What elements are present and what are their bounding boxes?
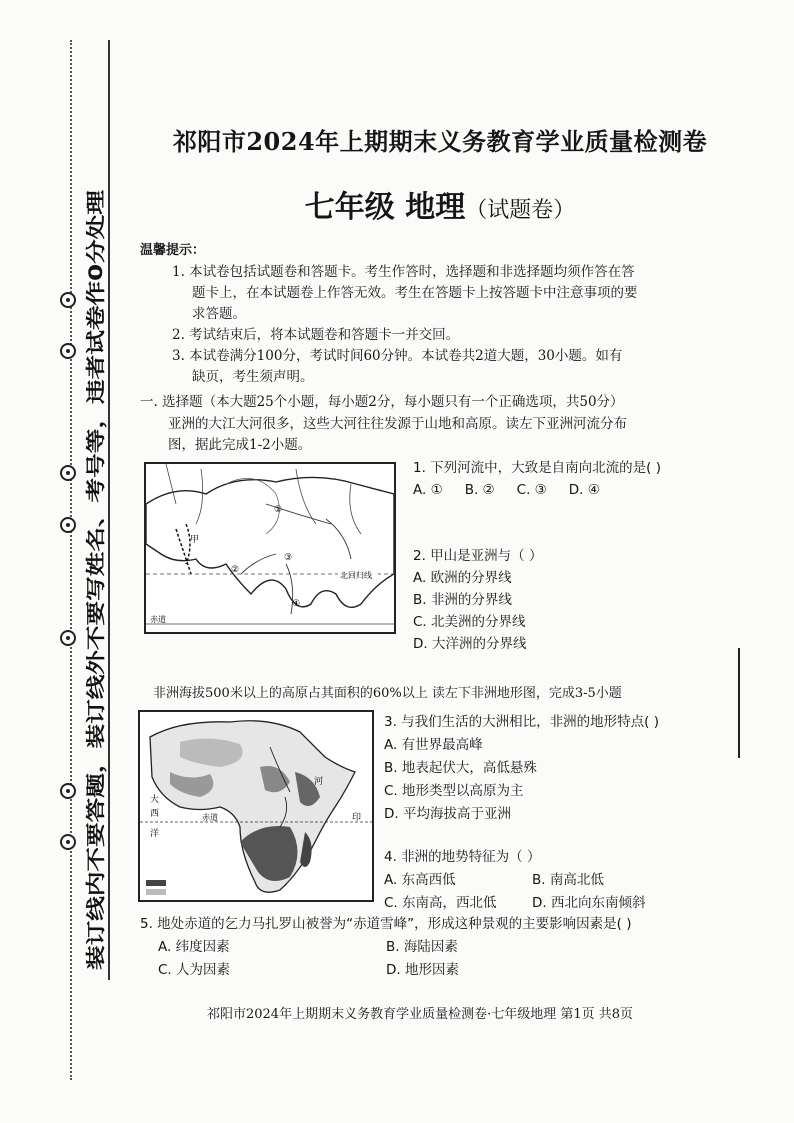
africa-terrain-map [138, 710, 374, 902]
subtitle-paren: （试题卷） [465, 198, 576, 223]
subtitle-main: 七年级 地理 [304, 190, 466, 225]
exam-title: 祁阳市2024年上期期末义务教育学业质量检测卷 [172, 127, 708, 156]
intro-line: 图，据此完成1-2小题。 [168, 437, 312, 453]
option-c[interactable]: C. 地形类型以高原为主 [384, 783, 524, 799]
africa-intro: 非洲海拔500米以上的高原占其面积的60%以上 读左下非洲地形图，完成3-5小题 [153, 686, 622, 701]
section-heading: 一. 选择题（本大题25个小题，每小题2分，每小题只有一个正确选项，共50分） [140, 394, 624, 410]
scan-edge-mark [738, 648, 740, 758]
question-stem: 3. 与我们生活的大洲相比，非洲的地形特点( ) [384, 714, 659, 730]
option-a[interactable]: A. ① [413, 482, 443, 498]
tip-line: 求答题。 [192, 306, 246, 322]
africa-map-drawing [140, 712, 372, 900]
options-row [384, 892, 704, 915]
section-intro [168, 414, 698, 456]
option-d[interactable]: D. 平均海拔高于亚洲 [384, 806, 511, 822]
option-a[interactable]: A. 东高西低 [384, 872, 456, 888]
option-c[interactable]: C. 北美洲的分界线 [413, 614, 526, 630]
exam-subtitle [140, 182, 740, 226]
option-b[interactable]: B. 海陆因素 [386, 939, 458, 955]
asia-map-drawing [146, 464, 394, 632]
page-footer: 祁阳市2024年上期期末义务教育学业质量检测卷·七年级地理 第1页 共8页 [206, 1007, 634, 1022]
map-label-equator: 赤道 [150, 615, 166, 624]
binding-warning-text: 装订线内不要答题，装订线外不要写姓名、考号等，违者试卷作0分处理 [85, 367, 107, 970]
options-row [140, 936, 710, 959]
question-5 [140, 913, 710, 982]
map-label-yin: 印 [352, 813, 362, 823]
tips-heading: 温馨提示： [140, 243, 206, 258]
map-label-river-2: ② [231, 565, 240, 575]
asia-river-map [144, 462, 396, 634]
question-1 [413, 456, 713, 498]
map-label-he: 河 [314, 777, 324, 787]
option-d[interactable]: D. 西北向东南倾斜 [532, 895, 646, 911]
option-b[interactable]: B. ② [464, 482, 495, 498]
tip-line: 缺页，考生须声明。 [192, 369, 314, 385]
tip-line: 题卡上，在本试题卷上作答无效。考生在答题卡上按答题卡中注意事项的要 [192, 285, 638, 301]
question-stem: 5. 地处赤道的乞力马扎罗山被誉为“赤道雪峰”，形成这种景观的主要影响因素是( ) [140, 916, 632, 932]
question-stem: 2. 甲山是亚洲与（ ） [413, 548, 543, 564]
question-4 [384, 846, 704, 915]
option-b[interactable]: B. 地表起伏大，高低悬殊 [384, 760, 537, 776]
option-d[interactable]: D. 地形因素 [386, 962, 459, 978]
question-3 [384, 711, 704, 826]
option-a[interactable]: A. 有世界最高峰 [384, 737, 483, 753]
binding-warning [60, 180, 130, 980]
map-label-equator: 赤道 [202, 813, 218, 822]
map-label-da: 大 [150, 795, 160, 805]
map-label-tropic: 北回归线 [340, 571, 372, 580]
tip-line: 3. 本试卷满分100分，考试时间60分钟。本试卷共2道大题，30小题。如有 [172, 348, 623, 364]
option-c[interactable]: C. ③ [516, 482, 547, 498]
tip-line: 2. 考试结束后，将本试题卷和答题卡一并交回。 [172, 327, 460, 343]
map-label-river-4: ④ [292, 599, 301, 609]
intro-line: 亚洲的大江大河很多，这些大河往往发源于山地和高原。读左下亚洲河流分布 [168, 416, 627, 432]
option-d[interactable]: D. 大洋洲的分界线 [413, 636, 527, 652]
options-row [140, 959, 710, 982]
option-d[interactable]: D. ④ [568, 482, 600, 498]
option-b[interactable]: B. 非洲的分界线 [413, 592, 512, 608]
option-c[interactable]: C. 东南高，西北低 [384, 895, 497, 911]
question-options [413, 482, 713, 498]
tip-line: 1. 本试卷包括试题卷和答题卡。考生作答时，选择题和非选择题均须作答在答 [172, 264, 635, 280]
question-stem: 1. 下列河流中，大致是自南向北流的是( ) [413, 460, 661, 476]
option-b[interactable]: B. 南高北低 [532, 872, 604, 888]
option-c[interactable]: C. 人为因素 [158, 962, 231, 978]
question-stem: 4. 非洲的地势特征为（ ） [384, 849, 541, 865]
map-label-yang: 洋 [150, 829, 160, 839]
option-a[interactable]: A. 欧洲的分界线 [413, 570, 512, 586]
map-label-xi: 西 [150, 809, 160, 819]
question-2 [413, 545, 713, 655]
options-row [384, 869, 704, 892]
option-a[interactable]: A. 纬度因素 [158, 939, 230, 955]
map-label-river-1: ① [274, 505, 283, 515]
map-label-jia: 甲 [190, 535, 200, 545]
tips-list [172, 262, 697, 388]
map-label-river-3: ③ [284, 553, 293, 563]
